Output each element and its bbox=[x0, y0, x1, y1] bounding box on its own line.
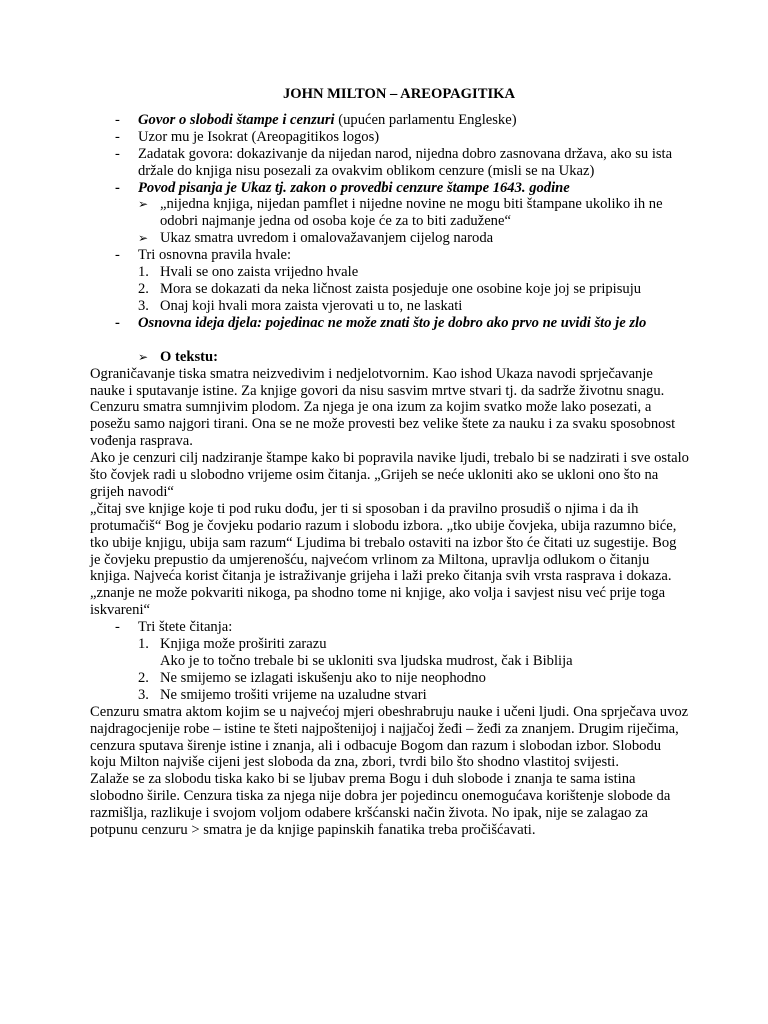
arrow-bullet-icon: ➢ bbox=[138, 197, 149, 212]
number-marker: 1. bbox=[138, 264, 149, 281]
dash-bullet: - bbox=[115, 314, 120, 331]
body-paragraph-2: Cenzuru smatra sumnjivim plodom. Za njega je ona izum za kojim svatko može lako posezati, a posežu samo najgori tirani. Ona se ne može provesti bez velike štete za nauku i za svaku sposobnost vođenja rasprava. bbox=[90, 399, 676, 450]
arrow-item-1 bbox=[90, 196, 690, 230]
body-paragraph-5: Cenzuru smatra aktom kojim se u najvećoj mjeri obeshrabruju nauke i učeni ljudi. Ona sprječava uvoz najdragocjenije robe – istine te šteti najpoštenijoj i najjačoj žeđi – žeđi za znanjem. Drugim riječima, cenzura sputava širenje istine i znanja, ali i odbacuje Bogom dan razum i slobodan izbor. Slobodu koju Milton najviše cijeni jest sloboda da zna, zbori, tvrdi bilo što shodno vlastitoj svijesti. bbox=[90, 703, 689, 771]
numbered-item-2 bbox=[90, 281, 690, 298]
intro-item-5-text: Tri osnovna pravila hvale: bbox=[138, 247, 292, 264]
arrow-item-2 bbox=[90, 230, 690, 247]
arrow-bullet-icon: ➢ bbox=[138, 231, 149, 246]
numbered-item-1 bbox=[90, 264, 690, 281]
harm-item-2 bbox=[90, 670, 690, 687]
body-paragraph-1: Ograničavanje tiska smatra neizvedivim i nedjelotvornim. Kao ishod Ukaza navodi sprječavanje nauke i sputavanje istine. Za knjige govori da nisu sasvim mrtve stvari tj. da sadrže životnu snagu. bbox=[90, 365, 665, 399]
section-heading bbox=[90, 349, 690, 366]
intro-item-2 bbox=[90, 129, 690, 146]
intro-item-2-text: Uzor mu je Isokrat (Areopagitikos logos) bbox=[138, 128, 380, 145]
number-marker: 3. bbox=[138, 297, 149, 314]
intro-item-6-text: Osnovna ideja djela: pojedinac ne može znati što je dobro ako prvo ne uvidi što je zlo bbox=[138, 314, 647, 331]
intro-item-5 bbox=[90, 247, 690, 264]
arrow-bullet-icon: ➢ bbox=[138, 349, 149, 364]
number-marker: 3. bbox=[138, 686, 149, 703]
document-content bbox=[90, 86, 690, 839]
intro-item-3-text: Zadatak govora: dokazivanje da nijedan narod, nijedna dobro zasnovana država, ako su ista držale do knjiga nisu posezali za ovakvim oblikom cenzure (misli se na Ukaz) bbox=[138, 145, 673, 179]
dash-bullet: - bbox=[115, 111, 120, 128]
harm-item-1-text: Knjiga može proširiti zarazu bbox=[160, 636, 327, 653]
number-marker: 2. bbox=[138, 280, 149, 297]
numbered-item-2-text: Mora se dokazati da neka ličnost zaista posjeduje one osobine koje joj se pripisuju bbox=[160, 280, 642, 297]
arrow-item-2-text: Ukaz smatra uvredom i omalovažavanjem cijelog naroda bbox=[160, 230, 494, 247]
intro-item-1 bbox=[90, 112, 690, 129]
harm-item-3 bbox=[90, 687, 690, 704]
numbered-item-3 bbox=[90, 298, 690, 315]
body-paragraph-6: Zalaže se za slobodu tiska kako bi se ljubav prema Bogu i duh slobode i znanja te sama istina slobodno širile. Cenzura tiska za njega nije dobra jer pojedincu onemogućava korištenje slobode da razmišlja, razlikuje i svojom voljom odabere kršćanski način života. No ipak, nije se zalagao za potpunu cenzuru > smatra je da knjige papinskih fanatika treba pročišćavati. bbox=[90, 771, 671, 839]
document-title: JOHN MILTON – AREOPAGITIKA bbox=[282, 86, 516, 102]
numbered-item-1-text: Hvali se ono zaista vrijedno hvale bbox=[160, 264, 359, 281]
dash-bullet: - bbox=[115, 619, 120, 636]
arrow-item-1-text: „nijedna knjiga, nijedan pamflet i nijedne novine ne mogu biti štampane ukoliko ih ne odobri najmanje jedna od osoba koje će za to biti zadužene“ bbox=[160, 196, 663, 230]
harm-intro bbox=[90, 619, 690, 636]
intro-item-1-rest: (upućen parlamentu Engleske) bbox=[334, 111, 517, 128]
body-paragraph-3: Ako je cenzuri cilj nadziranje štampe kako bi popravila navike ljudi, trebalo bi se nadzirati i sve ostalo što čovjek radi u slobodno vrijeme osim čitanja. „Grijeh se neće ukloniti ako se ukloni ono što na grijeh navodi“ bbox=[90, 450, 689, 500]
section-heading-text: O tekstu: bbox=[160, 348, 218, 365]
intro-item-1-bold: Govor o slobodi štampe i cenzuri bbox=[138, 111, 335, 128]
dash-bullet: - bbox=[115, 247, 120, 264]
harm-item-3-text: Ne smijemo trošiti vrijeme na uzaludne stvari bbox=[160, 686, 427, 703]
dash-bullet: - bbox=[115, 128, 120, 145]
number-marker: 2. bbox=[138, 669, 149, 686]
dash-bullet: - bbox=[115, 145, 120, 162]
intro-item-6 bbox=[90, 315, 690, 332]
harm-intro-text: Tri štete čitanja: bbox=[138, 619, 233, 636]
harm-item-1 bbox=[90, 636, 690, 653]
harm-item-2-text: Ne smijemo se izlagati iskušenju ako to nije neophodno bbox=[160, 669, 486, 686]
number-marker: 1. bbox=[138, 636, 149, 653]
body-paragraph-4: „čitaj sve knjige koje ti pod ruku dođu, jer ti si sposoban i da pravilno prosudiš o njima i da ih protumačiš“ Bog je čovjeku podario razum i slobodu izbora. „tko ubije čovjeka, ubija razumno biće, tko ubije knjigu, ubija sam razum“ Ljudima bi trebalo ostaviti na izbor što će čitati uz sugestije. Bog je čovjeku prepustio da umjerenošću, najvećom vrlinom za Miltona, upravlja odlukom o čitanju knjiga. Najveća korist čitanja je istraživanje grijeha i laži preko čitanja svih vrsta rasprava i dokaza. „znanje ne može pokvariti nikoga, pa shodno tome ni knjige, ako volja i savjest nisu već prije toga iskvareni“ bbox=[90, 500, 677, 619]
numbered-item-3-text: Onaj koji hvali mora zaista vjerovati u to, ne laskati bbox=[160, 297, 463, 314]
intro-item-3 bbox=[90, 146, 690, 180]
dash-bullet: - bbox=[115, 179, 120, 196]
intro-item-4 bbox=[90, 180, 690, 197]
intro-item-4-text: Povod pisanja je Ukaz tj. zakon o provedbi cenzure štampe 1643. godine bbox=[138, 179, 570, 196]
harm-item-1-continuation: Ako je to točno trebale bi se ukloniti sva ljudska mudrost, čak i Biblija bbox=[160, 653, 573, 669]
